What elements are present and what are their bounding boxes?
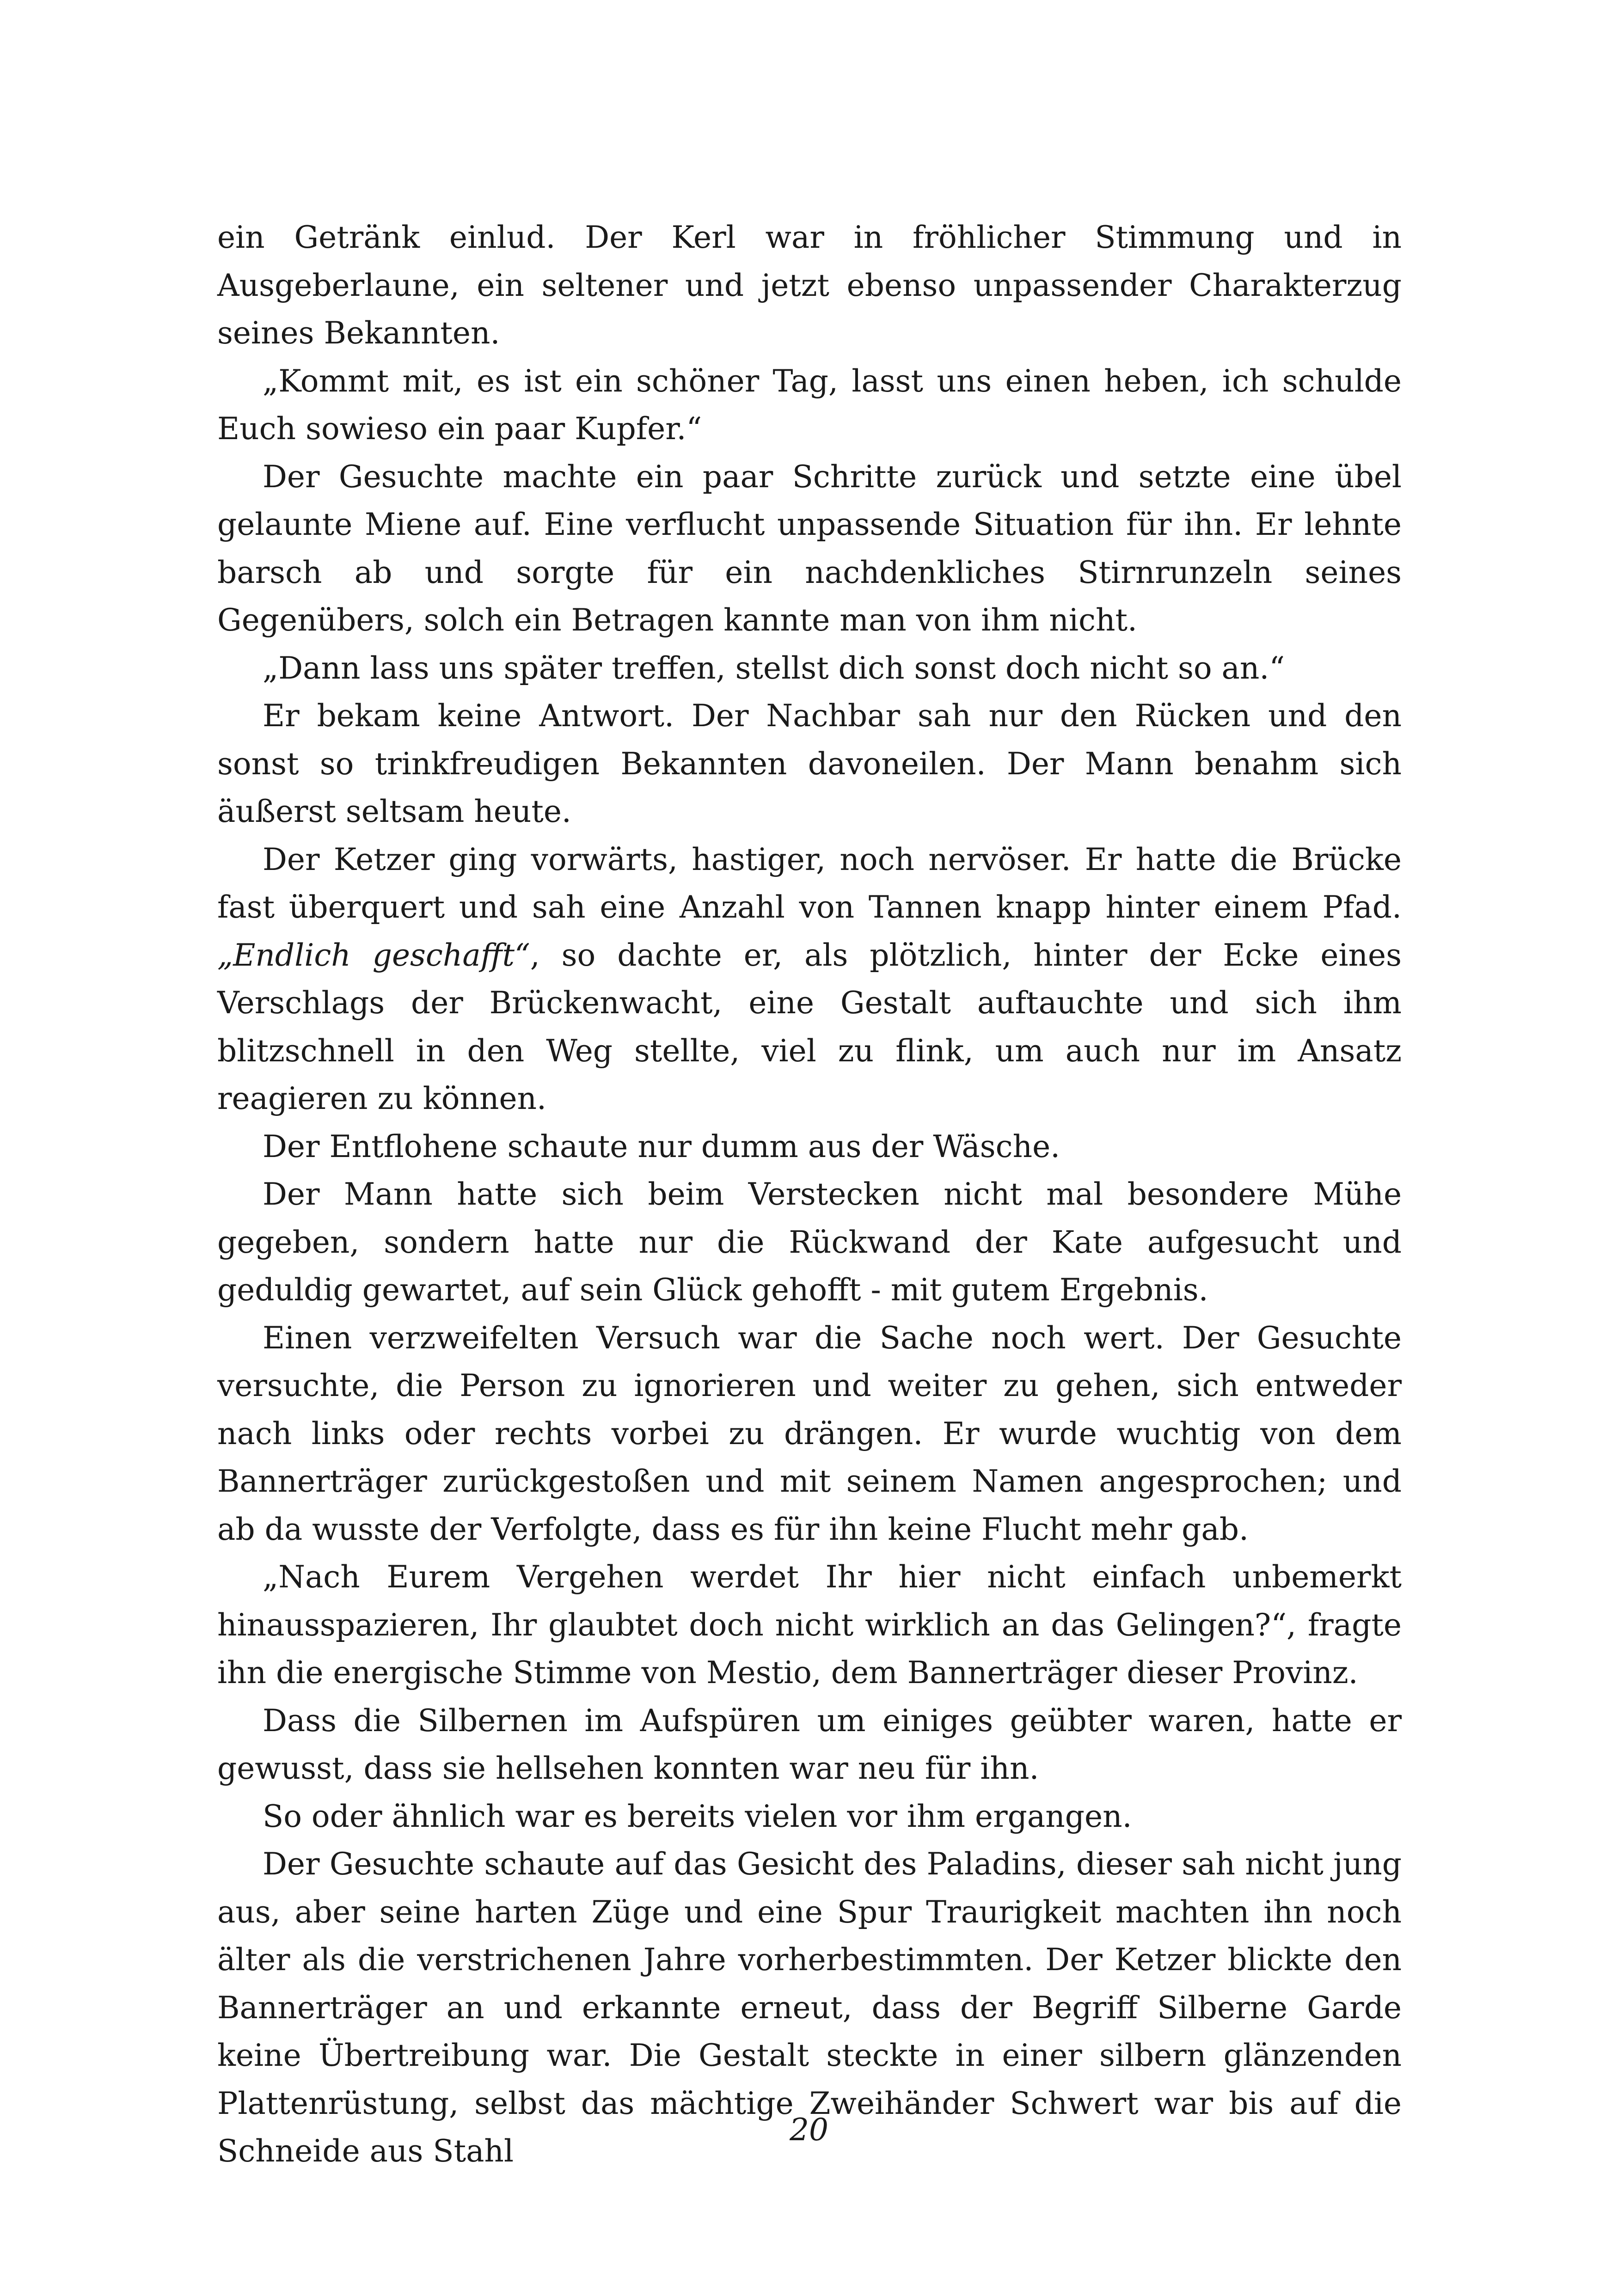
paragraph-7: Der Entflohene schaute nur dumm aus der Wäsche. xyxy=(263,1128,1060,1164)
paragraph-2: „Kommt mit, es ist ein schöner Tag, lasst uns einen heben, ich schulde Euch sowieso ein paar Kupfer.“ xyxy=(217,363,1402,447)
page-number: 20 xyxy=(790,2112,828,2148)
paragraph-5: Er bekam keine Antwort. Der Nachbar sah nur den Rücken und den sonst so trinkfreudigen Bekannten davoneilen. Der Mann benahm sich äußerst seltsam heute. xyxy=(217,698,1402,829)
paragraph-6-start: Der Ketzer ging vorwärts, hastiger, noch nervöser. Er hatte die Brücke fast überquert und sah eine Anzahl von Tannen knapp hinter einem Pfad. xyxy=(217,841,1402,925)
paragraph-4: „Dann lass uns später treffen, stellst dich sonst doch nicht so an.“ xyxy=(263,650,1285,686)
paragraph-3: Der Gesuchte machte ein paar Schritte zurück und setzte eine übel gelaunte Miene auf. Eine verflucht unpassende Situation für ihn. Er lehnte barsch ab und sorgte für ein nachdenkliches Stirnrunzeln seines Gegenübers, solch ein Betragen kannte man von ihm nicht. xyxy=(217,459,1402,638)
paragraph-1: ein Getränk einlud. Der Kerl war in fröhlicher Stimmung und in Ausgeberlaune, ein seltener und jetzt ebenso unpassender Charakterzug seines Bekannten. xyxy=(217,220,1402,351)
body-text xyxy=(217,214,1402,2175)
paragraph-6-italic-thought: „Endlich geschafft“ xyxy=(217,937,530,973)
paragraph-8: Der Mann hatte sich beim Verstecken nicht mal besondere Mühe gegeben, sondern hatte nur die Rückwand der Kate aufgesucht und geduldig gewartet, auf sein Glück gehofft - mit gutem Ergebnis. xyxy=(217,1176,1402,1308)
paragraph-12: So oder ähnlich war es bereits vielen vor ihm ergangen. xyxy=(263,1798,1132,1834)
paragraph-13: Der Gesuchte schaute auf das Gesicht des Paladins, dieser sah nicht jung aus, aber seine harten Züge und eine Spur Traurigkeit machten ihn noch älter als die verstrichenen Jahre vorherbestimmten. Der Ketzer blickte den Bannerträger an und erkannte erneut, dass der Begriff Silberne Garde keine Übertreibung war. Die Gestalt steckte in einer silbern glänzenden Plattenrüstung, selbst das mächtige Zweihänder Schwert war bis auf die Schneide aus Stahl xyxy=(217,1846,1402,2169)
paragraph-9: Einen verzweifelten Versuch war die Sache noch wert. Der Gesuchte versuchte, die Person zu ignorieren und weiter zu gehen, sich entweder nach links oder rechts vorbei zu drängen. Er wurde wuchtig von dem Bannerträger zurückgestoßen und mit seinem Namen angesprochen; und ab da wusste der Verfolgte, dass es für ihn keine Flucht mehr gab. xyxy=(217,1320,1402,1547)
paragraph-10: „Nach Eurem Vergehen werdet Ihr hier nicht einfach unbemerkt hinausspazieren, Ihr glaubtet doch nicht wirklich an das Gelingen?“, fragte ihn die energische Stimme von Mestio, dem Bannerträger dieser Provinz. xyxy=(217,1559,1402,1690)
paragraph-6-end: , so dachte er, als plötzlich, hinter der Ecke eines Verschlags der Brückenwacht, eine Gestalt auftauchte und sich ihm blitzschnell in den Weg stellte, viel zu flink, um auch nur im Ansatz reagieren zu können. xyxy=(217,937,1402,1116)
paragraph-11: Dass die Silbernen im Aufspüren um einiges geübter waren, hatte er gewusst, dass sie hellsehen konnten war neu für ihn. xyxy=(217,1702,1402,1786)
paragraph-6 xyxy=(217,836,1402,1123)
